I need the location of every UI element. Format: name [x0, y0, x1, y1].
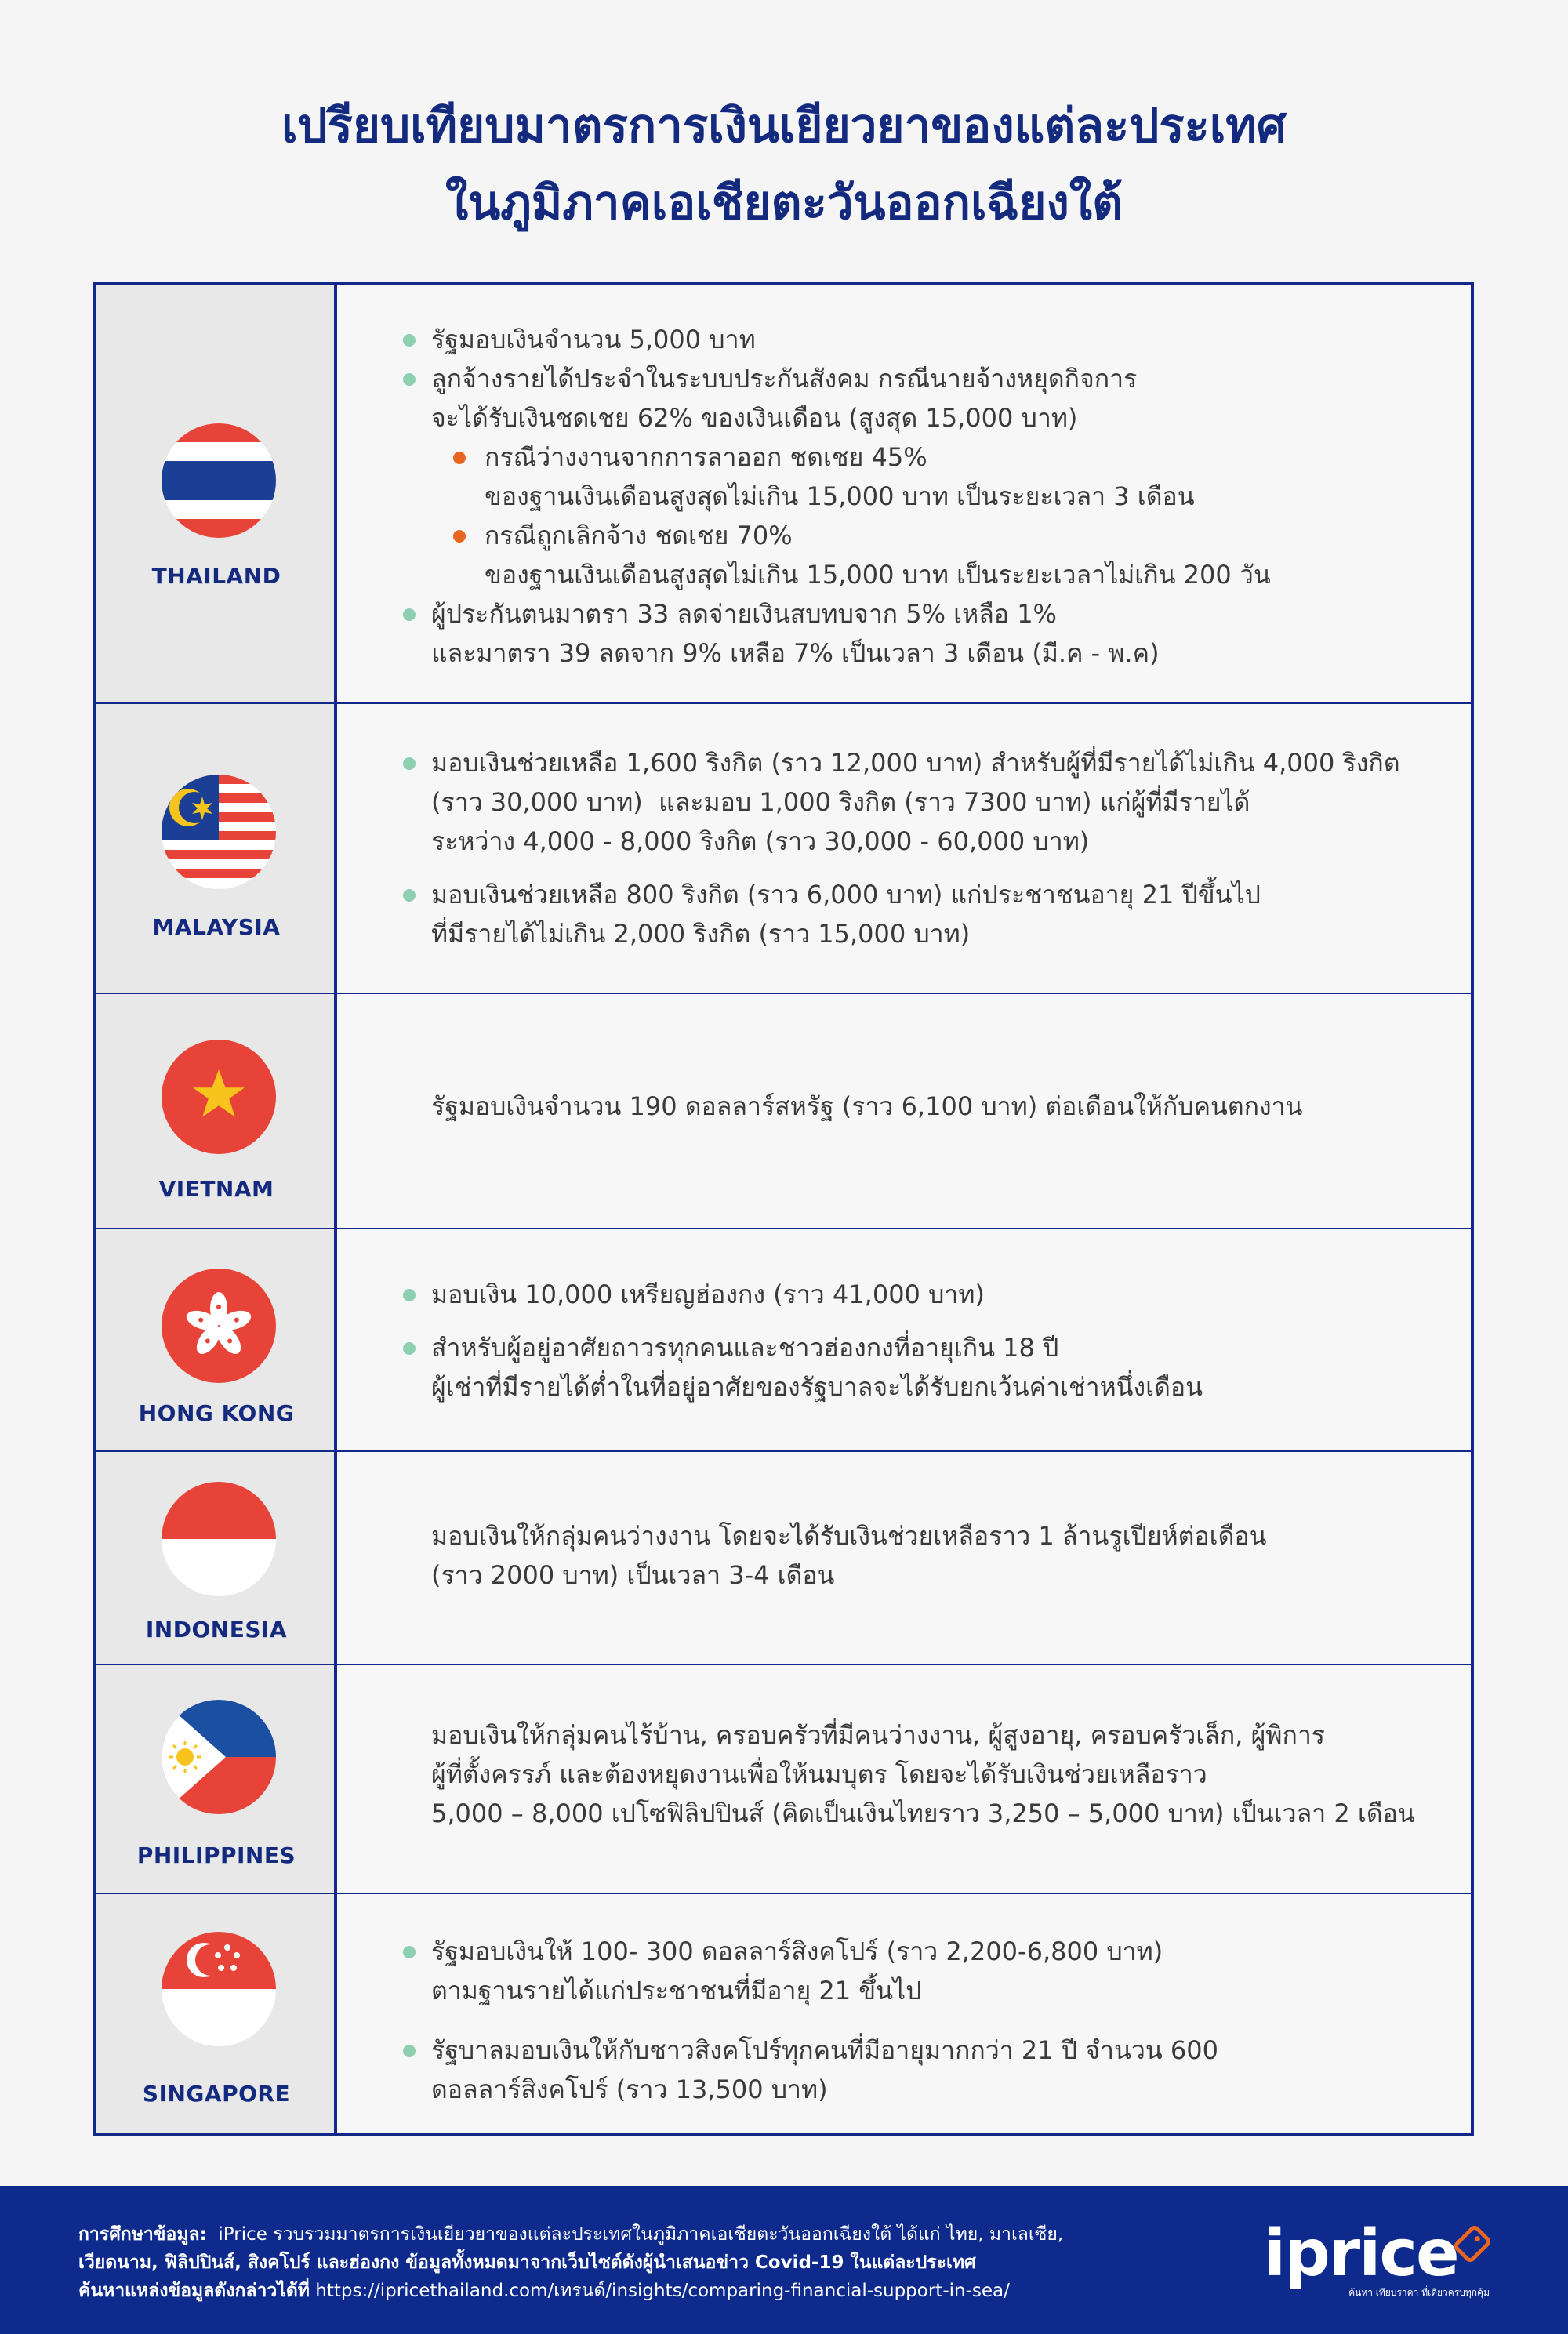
- thailand-flag-icon: [162, 423, 276, 538]
- source-line-1: iPrice รวบรวมมาตรการเงินเยียวยาของแต่ละประเทศในภูมิภาคเอเชียตะวันออกเฉียงใต้ ได้แก่ ไทย, มาเลเซีย,: [206, 2224, 1064, 2245]
- list-item: รัฐมอบเงินให้ 100- 300 ดอลลาร์สิงคโปร์ (ราว 2,200-6,800 บาท) ตามฐานรายได้แก่ประชาชนที่มีอายุ 21 ขึ้นไป: [397, 1932, 1447, 2010]
- source-link-label: ค้นหาแหล่งข้อมูลดังกล่าวได้ที่: [78, 2281, 310, 2301]
- country-name: THAILAND: [151, 563, 281, 589]
- page-title: [0, 88, 1568, 241]
- details-cell: [337, 704, 1471, 993]
- country-name: MALAYSIA: [152, 914, 281, 940]
- details-cell: [337, 1229, 1471, 1450]
- list-item: มอบเงินช่วยเหลือ 800 ริงกิต (ราว 6,000 บาท) แก่ประชาชนอายุ 21 ปีขึ้นไป ที่มีรายได้ไม่เกิน 2,000 ริงกิต (ราว 15,000 บาท): [397, 875, 1447, 953]
- title-line-1: เปรียบเทียบมาตรการเงินเยียวยาของแต่ละประเทศ: [281, 99, 1287, 154]
- country-name: HONG KONG: [138, 1400, 295, 1426]
- country-cell-singapore: [96, 1894, 337, 2133]
- source-note: [78, 2220, 1207, 2305]
- list-item: มอบเงินช่วยเหลือ 1,600 ริงกิต (ราว 12,000 บาท) สำหรับผู้ที่มีรายได้ไม่เกิน 4,000 ริงกิต (ราว 30,000 บาท) และมอบ 1,000 ริงกิต (ราว 7300 บาท) แก่ผู้ที่มีรายได้ ระหว่าง 4,000 - 8,000 ริงกิต (ราว 30,000 - 60,000 บาท): [397, 743, 1447, 861]
- row-hong-kong: [96, 1228, 1471, 1450]
- row-malaysia: [96, 702, 1471, 993]
- country-name: INDONESIA: [145, 1617, 288, 1643]
- iprice-logo: [1264, 2216, 1499, 2305]
- row-philippines: [96, 1664, 1471, 1893]
- country-cell-vietnam: [96, 994, 337, 1228]
- logo-wordmark: iprice: [1264, 2216, 1458, 2291]
- details-cell: [337, 1665, 1471, 1893]
- details-cell: [337, 1894, 1471, 2133]
- description-text: มอบเงินให้กลุ่มคนไร้บ้าน, ครอบครัวที่มีคนว่างงาน, ผู้สูงอายุ, ครอบครัวเล็ก, ผู้พิการ ผู้ที่ตั้งครรภ์ และต้องหยุดงานเพื่อให้นมบุตร โดยจะได้รับเงินช่วยเหลือราว 5,000 – 8,000 เปโซฟิลิปปินส์ (คิดเป็นเงินไทยราว 3,250 – 5,000 บาท) เป็นเวลา 2 เดือน: [431, 1720, 1415, 1828]
- details-cell: [337, 1452, 1471, 1664]
- source-line-2: เวียดนาม, ฟิลิปปินส์, สิงคโปร์ และฮ่องกง ข้อมูลทั้งหมดมาจากเว็บไซต์ดังผู้นำเสนอข่าว Covid-19 ในแต่ละประเทศ: [78, 2252, 976, 2273]
- country-name: SINGAPORE: [142, 2081, 291, 2107]
- country-name: VIETNAM: [158, 1176, 274, 1202]
- row-vietnam: [96, 993, 1471, 1228]
- footer: [0, 2186, 1568, 2334]
- description-text: รัฐมอบเงินจำนวน 190 ดอลลาร์สหรัฐ (ราว 6,100 บาท) ต่อเดือนให้กับคนตกงาน: [431, 1091, 1303, 1121]
- list-item: ผู้ประกันตนมาตรา 33 ลดจ่ายเงินสบทบจาก 5% เหลือ 1% และมาตรา 39 ลดจาก 9% เหลือ 7% เป็นเวลา 3 เดือน (มี.ค - พ.ค): [397, 594, 1447, 673]
- description-text: มอบเงินให้กลุ่มคนว่างงาน โดยจะได้รับเงินช่วยเหลือราว 1 ล้านรูเปียห์ต่อเดือน (ราว 2000 บาท) เป็นเวลา 3-4 เดือน: [431, 1521, 1267, 1590]
- country-cell-hong-kong: [96, 1229, 337, 1450]
- row-thailand: [96, 285, 1471, 702]
- list-item: ลูกจ้างรายได้ประจำในระบบประกันสังคม กรณีนายจ้างหยุดกิจการ จะได้รับเงินชดเชย 62% ของเงินเดือน (สูงสุด 15,000 บาท): [397, 359, 1447, 437]
- list-item: รัฐบาลมอบเงินให้กับชาวสิงคโปร์ทุกคนที่มีอายุมากกว่า 21 ปี จำนวน 600 ดอลลาร์สิงคโปร์ (ราว 13,500 บาท): [397, 2031, 1447, 2109]
- sub-list-item: กรณีถูกเลิกจ้าง ชดเชย 70% ของฐานเงินเดือนสูงสุดไม่เกิน 15,000 บาท เป็นระยะเวลาไม่เกิน 200 วัน: [397, 516, 1447, 594]
- country-cell-philippines: [96, 1665, 337, 1893]
- row-indonesia: [96, 1450, 1471, 1664]
- list-item: สำหรับผู้อยู่อาศัยถาวรทุกคนและชาวฮ่องกงที่อายุเกิน 18 ปี ผู้เช่าที่มีรายได้ต่ำในที่อยู่อาศัยของรัฐบาลจะได้รับยกเว้นค่าเช่าหนึ่งเดือน: [397, 1328, 1447, 1407]
- row-singapore: [96, 1893, 1471, 2133]
- philippines-flag-icon: [162, 1700, 276, 1814]
- source-label: การศึกษาข้อมูล:: [78, 2224, 207, 2245]
- country-cell-thailand: [96, 285, 337, 702]
- logo-tagline: ค้นหา เทียบราคา ที่เดียวครบทุกคุ้ม: [1348, 2287, 1490, 2298]
- country-name: PHILIPPINES: [136, 1842, 296, 1868]
- title-line-2: ในภูมิภาคเอเชียตะวันออกเฉียงใต้: [445, 176, 1123, 230]
- list-item: มอบเงิน 10,000 เหรียญฮ่องกง (ราว 41,000 บาท): [397, 1275, 1447, 1314]
- vietnam-flag-icon: [162, 1040, 276, 1154]
- indonesia-flag-icon: [162, 1482, 276, 1596]
- price-tag-icon: [1450, 2222, 1494, 2266]
- country-cell-indonesia: [96, 1452, 337, 1664]
- details-cell: [337, 285, 1471, 702]
- singapore-flag-icon: [162, 1932, 276, 2046]
- hong-kong-flag-icon: [162, 1269, 276, 1383]
- list-item: รัฐมอบเงินจำนวน 5,000 บาท: [397, 320, 1447, 359]
- sub-list-item: กรณีว่างงานจากการลาออก ชดเชย 45% ของฐานเงินเดือนสูงสุดไม่เกิน 15,000 บาท เป็นระยะเวลา 3 เดือน: [397, 437, 1447, 516]
- details-cell: [337, 994, 1471, 1228]
- comparison-table: [93, 282, 1474, 2136]
- source-link[interactable]: https://ipricethailand.com/เทรนด์/insights/comparing-financial-support-in-sea/: [309, 2281, 1010, 2301]
- country-cell-malaysia: [96, 704, 337, 993]
- malaysia-flag-icon: [162, 775, 276, 889]
